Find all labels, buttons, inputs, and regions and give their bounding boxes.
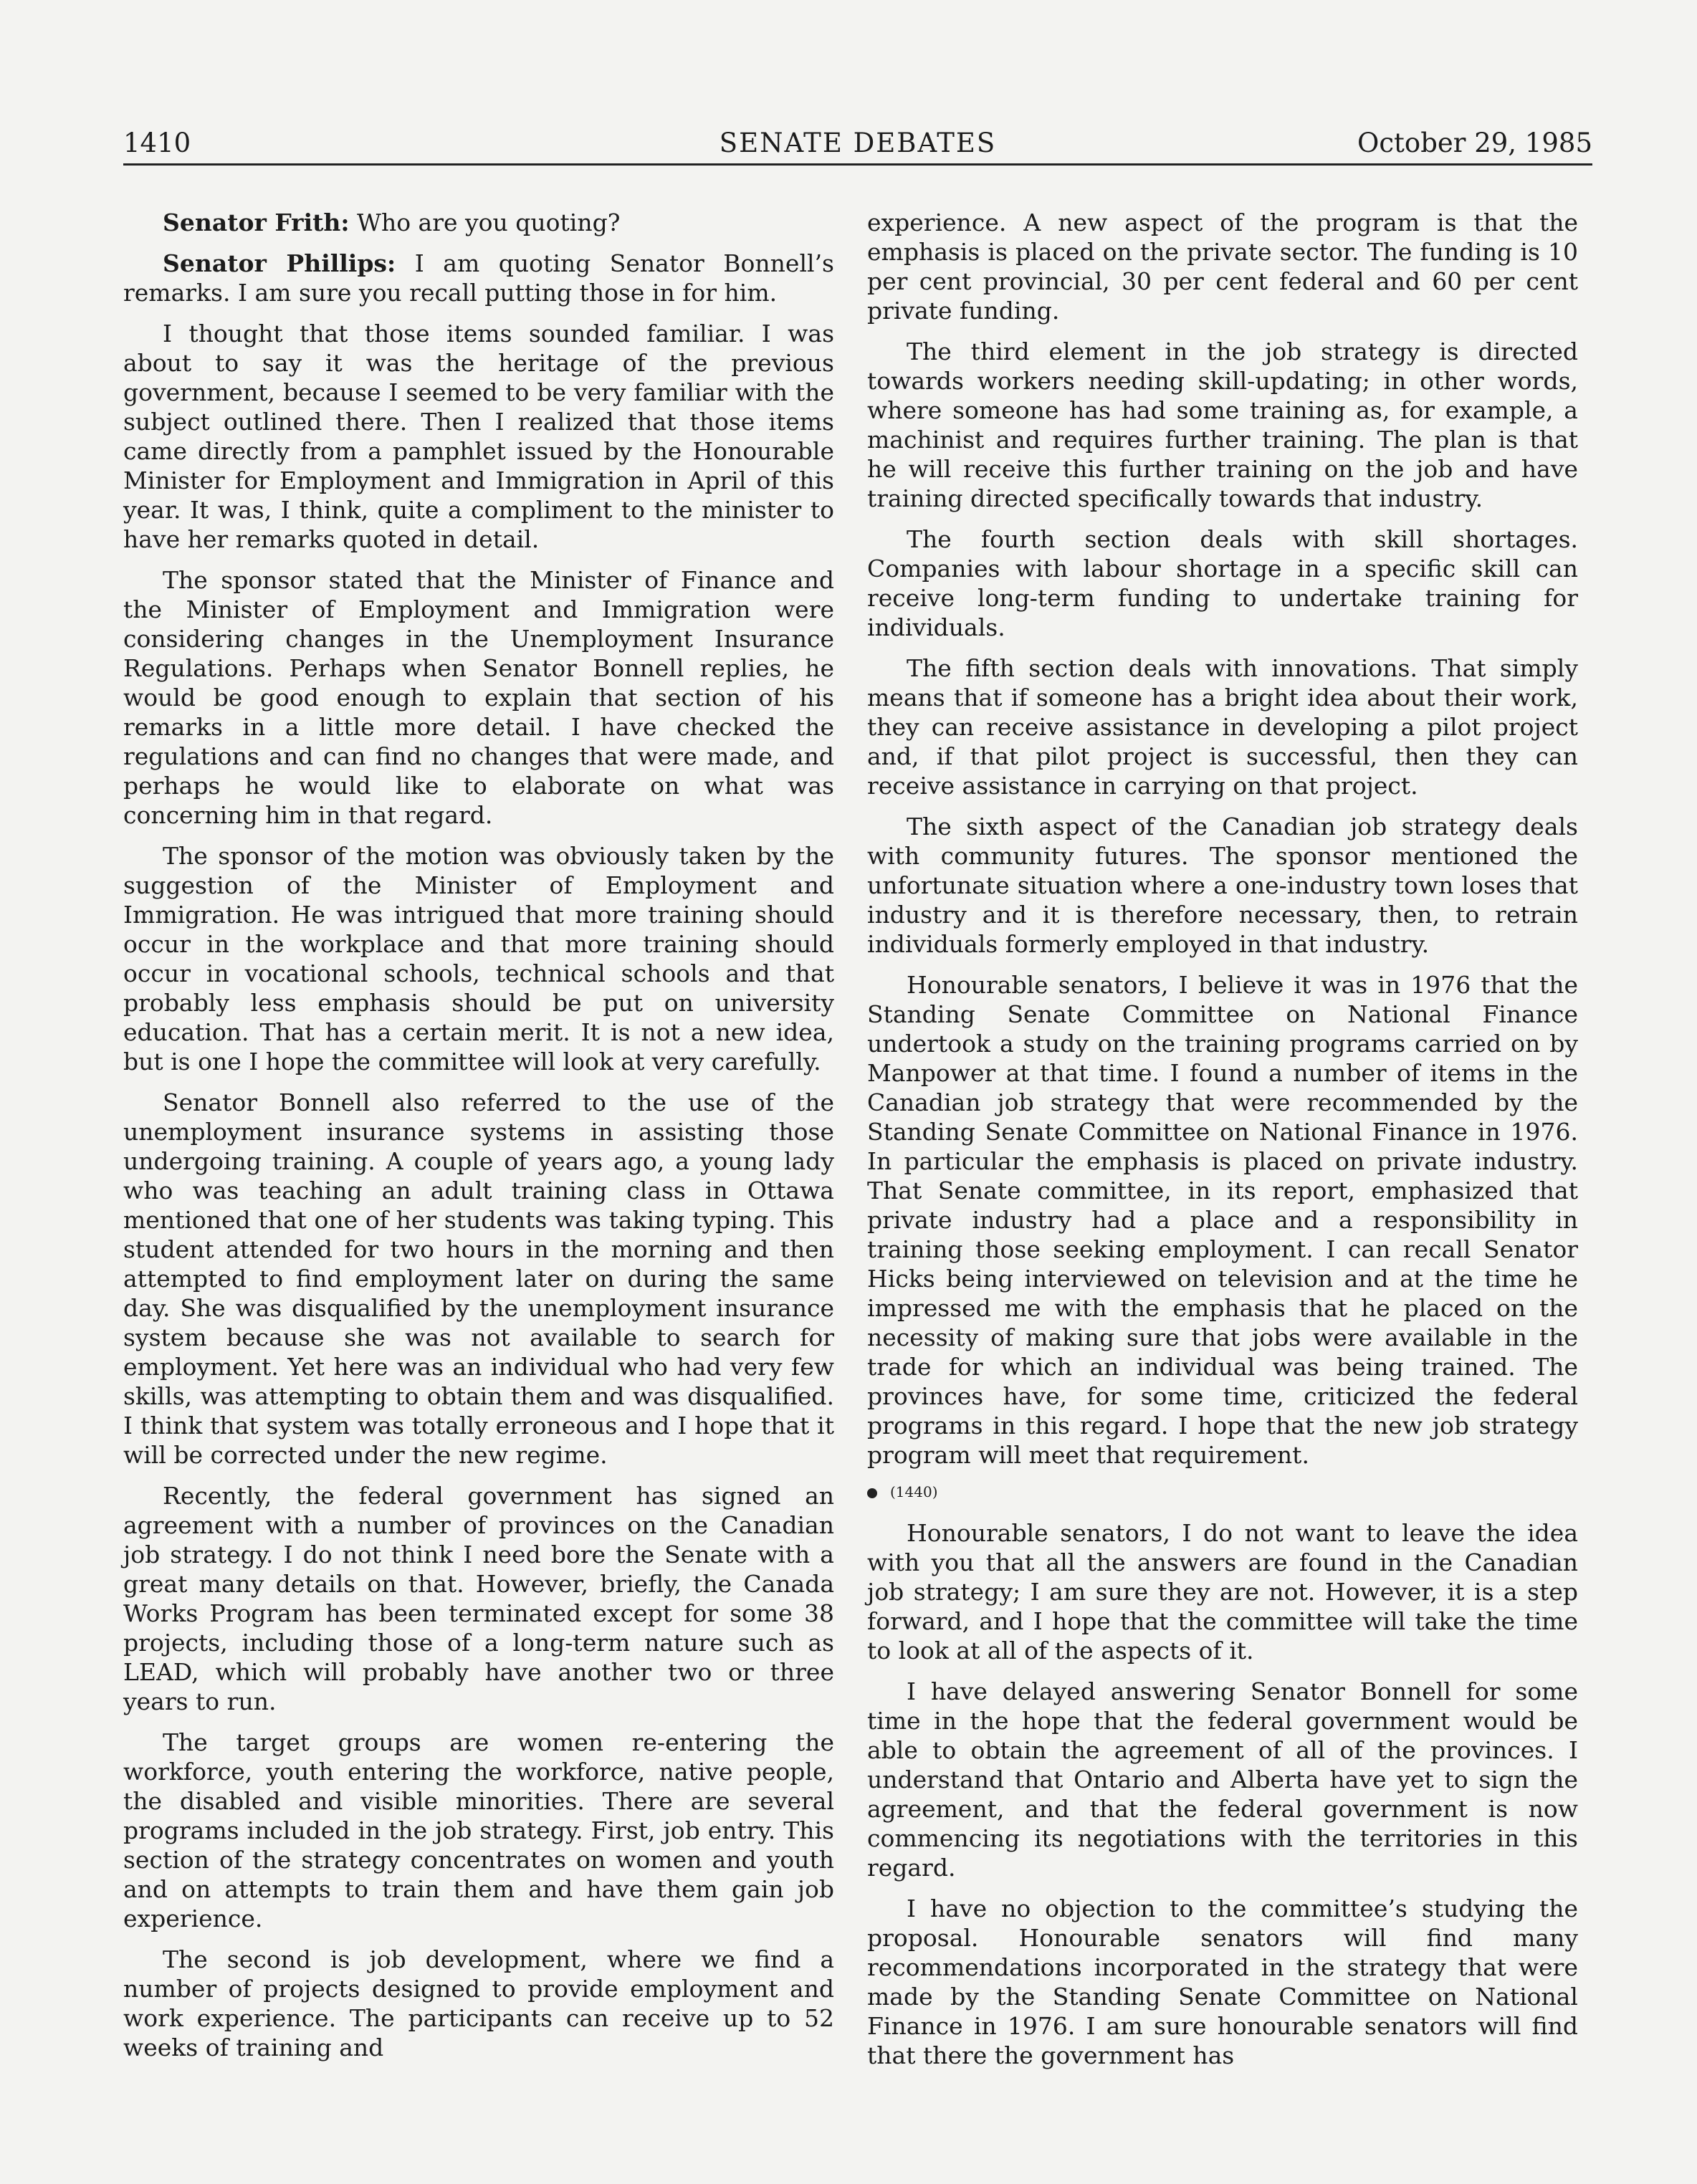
paragraph: Recently, the federal government has signed an agreement with a number of provinces on the Canadian job strategy. I do not think I need bore the Senate with a great many details on that. However, briefly, the Canada Works Program has been terminated except for some 38 projects, including those of a long-term nature such as LEAD, which will probably have another two or three years to run. — [123, 1482, 834, 1715]
paragraph: I have delayed answering Senator Bonnell for some time in the hope that the federal government would be able to obtain the agreement of all of the provinces. I understand that Ontario and Alberta have yet to sign the agreement, and that the federal government is now commencing its negotiations with the territories in this regard. — [867, 1677, 1578, 1882]
bullet-icon — [867, 1488, 877, 1498]
paragraph: Honourable senators, I do not want to leave the idea with you that all the answers are found in the Canadian job strategy; I am sure they are not. However, it is a step forward, and I hope that the committee will take the time to look at all of the aspects of it. — [867, 1519, 1578, 1665]
paragraph: The fifth section deals with innovations. That simply means that if someone has a bright idea about their work, they can receive assistance in developing a pilot project and, if that pilot project is successful, then they can receive assistance in carrying on that project. — [867, 654, 1578, 800]
right-column — [867, 208, 1578, 2082]
page-number: 1410 — [123, 128, 191, 158]
issue-date: October 29, 1985 — [1357, 128, 1592, 158]
paragraph: The sponsor stated that the Minister of Finance and the Minister of Employment and Immigration were considering changes in the Unemployment Insurance Regulations. Perhaps when Senator Bonnell replies, he would be good enough to explain that section of his remarks in a little more detail. I have checked the regulations and can find no changes that were made, and perhaps he would like to elaborate on what was concerning him in that regard. — [123, 566, 834, 829]
paragraph: I have no objection to the committee’s studying the proposal. Honourable senators will find many recommendations incorporated in the strategy that were made by the Standing Senate Committee on National Finance in 1976. I am sure honourable senators will find that there the government has — [867, 1895, 1578, 2069]
paragraph: The target groups are women re-entering the workforce, youth entering the workforce, native people, the disabled and visible minorities. There are several programs included in the job strategy. First, job entry. This section of the strategy concentrates on women and youth and on attempts to train them and have them gain job experience. — [123, 1728, 834, 1932]
paragraph: Honourable senators, I believe it was in 1976 that the Standing Senate Committee on National Finance undertook a study on the training programs carried on by Manpower at that time. I found a number of items in the Canadian job strategy that were recommended by the Standing Senate Committee on National Finance in 1976. In particular the emphasis is placed on private industry. That Senate committee, in its report, emphasized that private industry had a place and a responsibility in training those seeking employment. I can recall Senator Hicks being interviewed on television and at the time he impressed me with the emphasis that he placed on the necessity of making sure that jobs were available in the trade for which an individual was being trained. The provinces have, for some time, criticized the federal programs in this regard. I hope that the new job strategy program will meet that requirement. — [867, 971, 1578, 1469]
publication-title: SENATE DEBATES — [719, 128, 997, 158]
paragraph-continued: experience. A new aspect of the program is that the emphasis is placed on the private sector. The funding is 10 per cent provincial, 30 per cent federal and 60 per cent private funding. — [867, 209, 1578, 325]
time-marker — [867, 1481, 1578, 1503]
speaker-name: Senator Frith: — [163, 209, 350, 236]
paragraph — [123, 249, 834, 307]
page-header — [123, 126, 1592, 166]
time-marker-label: (1440) — [890, 1483, 938, 1500]
paragraph: I thought that those items sounded familiar. I was about to say it was the heritage of the previous government, because I seemed to be very familiar with the subject outlined there. Then I realized that those items came directly from a pamphlet issued by the Honourable Minister for Employment and Immigration in April of this year. It was, I think, quite a compliment to the minister to have her remarks quoted in detail. — [123, 320, 834, 553]
paragraph: The sixth aspect of the Canadian job strategy deals with community futures. The sponsor mentioned the unfortunate situation where a one-industry town loses that industry and it is therefore necessary, then, to retrain individuals formerly employed in that industry. — [867, 813, 1578, 958]
speaker-name: Senator Phillips: — [163, 249, 396, 277]
speech-text: Who are you quoting? — [349, 209, 621, 236]
left-column — [123, 208, 834, 2074]
paragraph — [123, 208, 834, 237]
paragraph: The fourth section deals with skill shortages. Companies with labour shortage in a specific skill can receive long-term funding to undertake training for individuals. — [867, 525, 1578, 641]
paragraph: The third element in the job strategy is directed towards workers needing skill-updating; in other words, where someone has had some training as, for example, a machinist and requires further training. The plan is that he will receive this further training on the job and have training directed specifically towards that industry. — [867, 337, 1578, 512]
paragraph: The second is job development, where we find a number of projects designed to provide employment and work experience. The participants can receive up to 52 weeks of training and — [123, 1945, 834, 2061]
paragraph: The sponsor of the motion was obviously taken by the suggestion of the Minister of Employment and Immigration. He was intrigued that more training should occur in the workplace and that more training should occur in vocational schools, technical schools and that probably less emphasis should be put on university education. That has a certain merit. It is not a new idea, but is one I hope the committee will look at very carefully. — [123, 842, 834, 1076]
speech-text: I am quoting Senator Bonnell’s remarks. I am sure you recall putting those in for him. — [123, 249, 834, 307]
paragraph: Senator Bonnell also referred to the use of the unemployment insurance systems in assisting those undergoing training. A couple of years ago, a young lady who was teaching an adult training class in Ottawa mentioned that one of her students was taking typing. This student attended for two hours in the morning and then attempted to find employment later on during the same day. She was disqualified by the unemployment insurance system because she was not available to search for employment. Yet here was an individual who had very few skills, was attempting to obtain them and was disqualified. I think that system was totally erroneous and I hope that it will be corrected under the new regime. — [123, 1088, 834, 1469]
